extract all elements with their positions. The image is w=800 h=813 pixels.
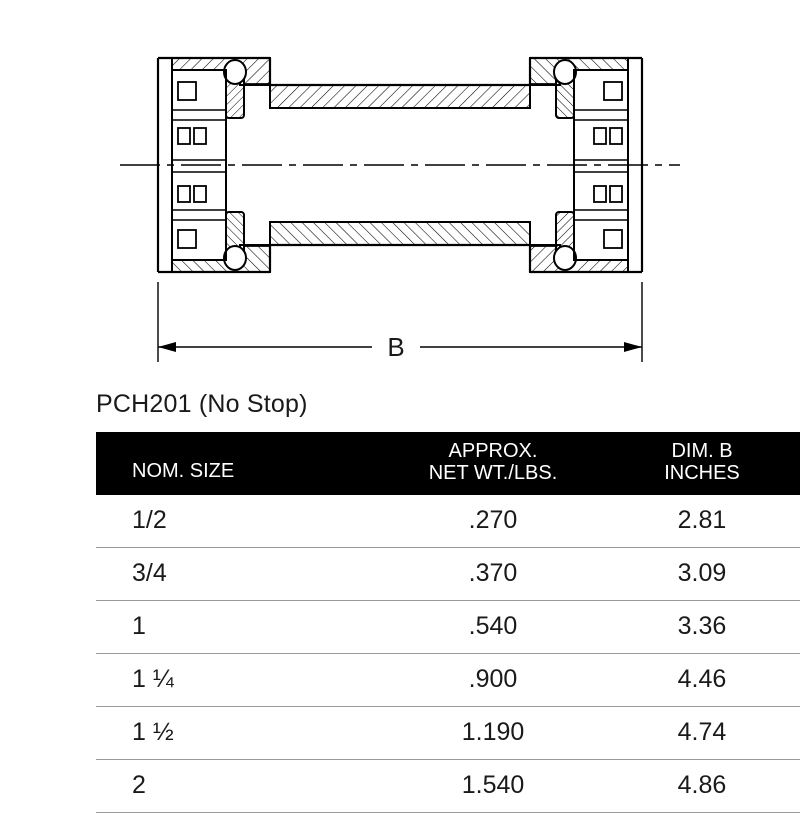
- spec-table-header-row: [96, 432, 800, 495]
- cell-nom-size: 3/4: [96, 547, 382, 600]
- cell-nom-size: 2: [96, 759, 382, 812]
- cell-nom-size: 1: [96, 600, 382, 653]
- table-row: [96, 547, 800, 600]
- cell-dim-b: 2.81: [604, 495, 800, 548]
- coupling-drawing-svg: [0, 0, 800, 375]
- cell-net-weight: 1.540: [382, 759, 604, 812]
- figure-caption: PCH201 (No Stop): [96, 390, 308, 418]
- cell-net-weight: .540: [382, 600, 604, 653]
- cell-dim-b: 4.74: [604, 706, 800, 759]
- header-nom-size: NOM. SIZE: [96, 432, 382, 495]
- cell-nom-size: 1 ½: [96, 706, 382, 759]
- cell-nom-size: 1 ¼: [96, 653, 382, 706]
- dimension-b-label: B: [387, 332, 405, 362]
- spec-table: [96, 432, 800, 813]
- table-row: [96, 706, 800, 759]
- cell-dim-b: 3.36: [604, 600, 800, 653]
- cell-dim-b: 4.86: [604, 759, 800, 812]
- cell-net-weight: .900: [382, 653, 604, 706]
- cell-net-weight: .370: [382, 547, 604, 600]
- header-net-weight: APPROX. NET WT./LBS.: [382, 432, 604, 495]
- cell-nom-size: 1/2: [96, 495, 382, 548]
- coupling-drawing: [0, 0, 800, 375]
- table-row: [96, 600, 800, 653]
- cell-net-weight: .270: [382, 495, 604, 548]
- spec-table-wrapper: [96, 432, 800, 813]
- cell-dim-b: 4.46: [604, 653, 800, 706]
- cell-net-weight: 1.190: [382, 706, 604, 759]
- table-row: [96, 653, 800, 706]
- cell-dim-b: 3.09: [604, 547, 800, 600]
- table-row: [96, 495, 800, 548]
- table-row: [96, 759, 800, 812]
- spec-table-head: [96, 432, 800, 495]
- spec-table-body: [96, 495, 800, 813]
- header-dim-b: DIM. B INCHES: [604, 432, 800, 495]
